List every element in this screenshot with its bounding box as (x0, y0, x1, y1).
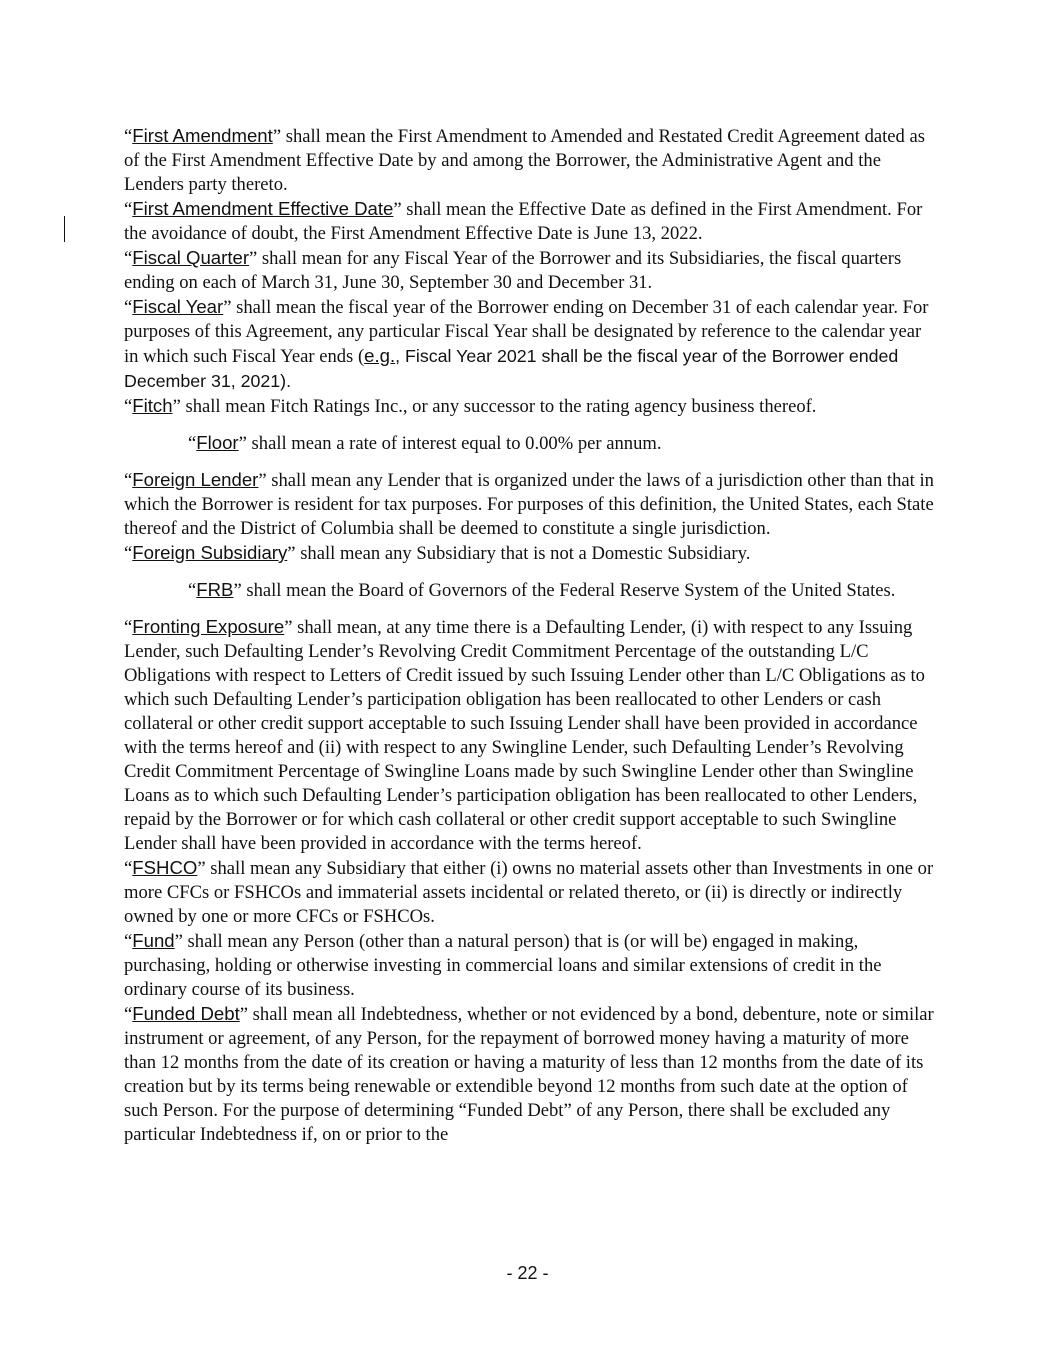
definition-text: ” shall mean the Effective Date as defined in the First Amendment. For the avoidance of doubt, the First Amendment Effective Date is June 13, 2022. (124, 199, 923, 244)
quote-open: “ (124, 126, 133, 147)
definition-text: ” shall mean the First Amendment to Amended and Restated Credit Agreement dated as of the First Amendment Effective Date by and among the Borrower, the Administrative Agent and the Lenders party thereto. (124, 126, 925, 195)
definition-fiscal-quarter (124, 246, 936, 295)
definitions-body (124, 124, 936, 1147)
quote-open: “ (124, 858, 133, 879)
quote-open: “ (124, 543, 133, 564)
quote-open: “ (188, 580, 197, 601)
definition-foreign-subsidiary (124, 541, 936, 566)
definition-text: ” shall mean any Person (other than a natural person) that is (or will be) engaged in making, purchasing, holding or otherwise investing in commercial loans and similar extensions of credit in the ordinary course of its business. (124, 931, 882, 1000)
definition-text: ” shall mean any Subsidiary that is not a Domestic Subsidiary. (287, 543, 751, 564)
definition-first-amendment-effective-date (124, 197, 936, 246)
defined-term: Fronting Exposure (132, 616, 285, 637)
defined-term: Funded Debt (132, 1003, 240, 1024)
defined-term: Foreign Lender (132, 469, 259, 490)
quote-open: “ (124, 199, 133, 220)
definition-fronting-exposure (124, 615, 936, 856)
definition-text: ” shall mean Fitch Ratings Inc., or any successor to the rating agency business thereof. (172, 396, 817, 417)
defined-term: FSHCO (132, 857, 198, 878)
quote-open: “ (124, 1004, 133, 1025)
defined-term: Fitch (132, 395, 173, 416)
quote-open: “ (124, 248, 133, 269)
definition-floor (124, 431, 936, 456)
quote-open: “ (124, 931, 133, 952)
revision-change-bar (64, 216, 65, 242)
definition-fshco (124, 856, 936, 929)
definition-fiscal-year (124, 295, 936, 394)
quote-open: “ (188, 433, 197, 454)
defined-term: Fiscal Quarter (132, 247, 250, 268)
definition-frb (124, 578, 936, 603)
definition-text: ” shall mean all Indebtedness, whether or not evidenced by a bond, debenture, note or similar instrument or agreement, of any Person, for the repayment of borrowed money having a maturity of more than 12 months from the date of its creation or having a maturity of less than 12 months from the date of its creation but by its terms being renewable or extendible beyond 12 months from such date at the option of such Person. For the purpose of determining “Funded Debt” of any Person, there shall be excluded any particular Indebtedness if, on or prior to the (124, 1004, 934, 1145)
defined-term: Foreign Subsidiary (132, 542, 288, 563)
definition-text: ” shall mean any Lender that is organized under the laws of a jurisdiction other than that in which the Borrower is resident for tax purposes. For purposes of this definition, the United States, each State thereof and the District of Columbia shall be deemed to constitute a single jurisdiction. (124, 470, 934, 539)
definition-text: ” shall mean the fiscal year of the Borrower ending on December 31 of each calendar year. For purposes of this Agreement, any particular Fiscal Year shall be designated by reference to the calendar year in which such Fiscal Year ends ( (124, 297, 929, 367)
eg-abbreviation: e.g. (364, 345, 396, 366)
defined-term: FRB (196, 579, 234, 600)
page-number: - 22 - (506, 1263, 549, 1283)
quote-open: “ (124, 396, 133, 417)
definition-text: ” shall mean, at any time there is a Defaulting Lender, (i) with respect to any Issuing Lender, such Defaulting Lender’s Revolving Credit Commitment Percentage of the outstanding L/C Obligations with respect to Letters of Credit issued by such Issuing Lender other than L/C Obligations as to which such Defaulting Lender’s participation obligation has been reallocated to other Lenders or cash collateral or other credit support acceptable to such Issuing Lender shall have been provided in accordance with the terms hereof and (ii) with respect to any Swingline Lender, such Defaulting Lender’s Revolving Credit Commitment Percentage of Swingline Loans made by such Swingline Lender other than Swingline Loans as to which such Defaulting Lender’s participation obligation has been reallocated to other Lenders, repaid by the Borrower or for which cash collateral or other credit support acceptable to such Swingline Lender shall have been provided in accordance with the terms hereof. (124, 617, 925, 854)
definition-first-amendment (124, 124, 936, 197)
definition-fitch (124, 394, 936, 419)
defined-term: First Amendment Effective Date (132, 198, 394, 219)
defined-term: Fiscal Year (132, 296, 224, 317)
defined-term: Fund (132, 930, 175, 951)
defined-term: First Amendment (132, 125, 273, 146)
definition-funded-debt (124, 1002, 936, 1147)
definition-foreign-lender (124, 468, 936, 541)
definition-text: ” shall mean the Board of Governors of the Federal Reserve System of the United States. (233, 580, 896, 601)
quote-open: “ (124, 470, 133, 491)
defined-term: Floor (196, 432, 239, 453)
definition-text: ” shall mean for any Fiscal Year of the Borrower and its Subsidiaries, the fiscal quarters ending on each of March 31, June 30, September 30 and December 31. (124, 248, 902, 293)
definition-fund (124, 929, 936, 1002)
definition-text: ” shall mean a rate of interest equal to 0.00% per annum. (238, 433, 662, 454)
quote-open: “ (124, 297, 133, 318)
quote-open: “ (124, 617, 133, 638)
definition-text: ” shall mean any Subsidiary that either (i) owns no material assets other than Investments in one or more CFCs or FSHCOs and immaterial assets incidental or related thereto, or (ii) is directly or indirectly owned by one or more CFCs or FSHCOs. (124, 858, 934, 927)
definition-text-continued: , Fiscal Year 2021 shall be the fiscal year of the Borrower ended December 31, 2021). (124, 346, 899, 391)
